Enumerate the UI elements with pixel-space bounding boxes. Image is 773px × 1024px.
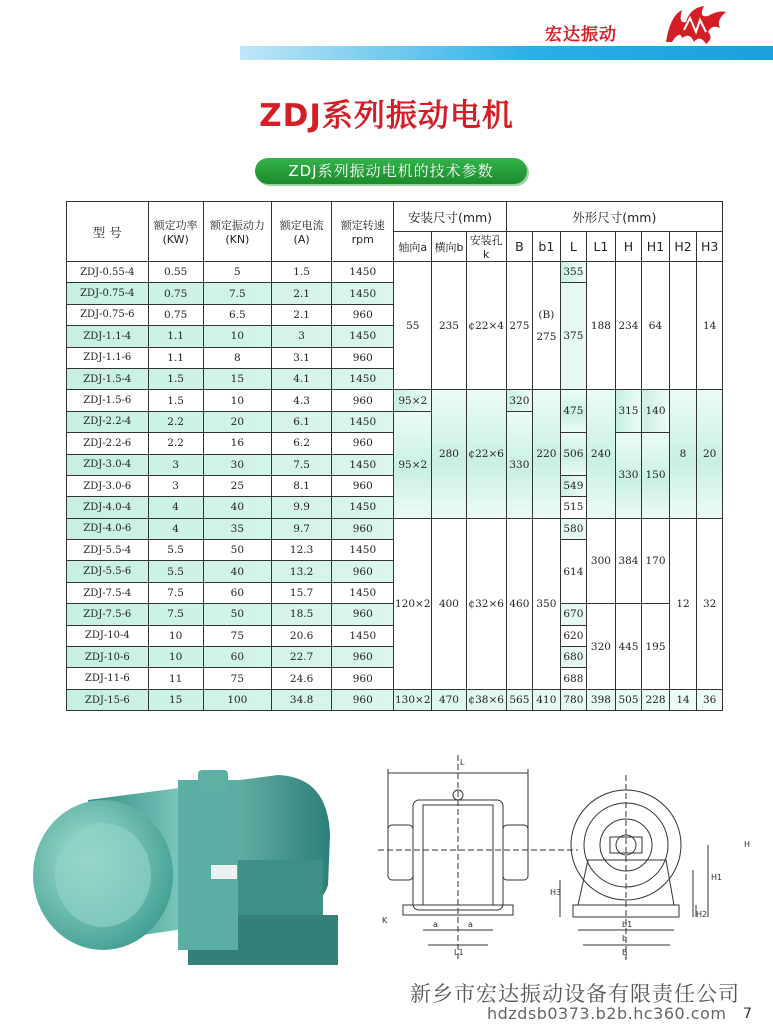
B-cell: 320 <box>506 390 533 411</box>
dim-label-H1: H1 <box>711 873 723 882</box>
header-band <box>240 46 773 60</box>
page-title: ZDJ系列振动电机 <box>259 98 514 134</box>
H3-cell: 20 <box>697 390 723 518</box>
model-cell: ZDJ-0.75-6 <box>67 304 149 325</box>
current-cell: 2.1 <box>272 304 332 325</box>
header-model: 型 号 <box>67 202 149 262</box>
model-cell: ZDJ-1.1-4 <box>67 326 149 347</box>
B-cell: 275 <box>506 262 533 390</box>
model-cell: ZDJ-2.2-4 <box>67 411 149 432</box>
speed-cell: 960 <box>332 475 394 496</box>
speed-cell: 960 <box>332 668 394 689</box>
force-cell: 30 <box>203 454 271 475</box>
power-cell: 0.75 <box>148 304 203 325</box>
current-cell: 4.3 <box>272 390 332 411</box>
b1-cell: 220 <box>533 390 561 518</box>
force-cell: 75 <box>203 668 271 689</box>
b1-note: (B) <box>538 308 555 321</box>
power-cell: 7.5 <box>148 604 203 625</box>
speed-cell: 1450 <box>332 411 394 432</box>
force-cell: 10 <box>203 390 271 411</box>
current-cell: 18.5 <box>272 604 332 625</box>
power-cell: 2.2 <box>148 433 203 454</box>
power-cell: 3 <box>148 475 203 496</box>
model-cell: ZDJ-3.0-4 <box>67 454 149 475</box>
power-cell: 4 <box>148 497 203 518</box>
H1-cell: 170 <box>642 518 670 604</box>
hole-cell: ¢32×6 <box>466 518 506 689</box>
header-H2: H2 <box>669 232 697 262</box>
header-H3: H3 <box>697 232 723 262</box>
model-cell: ZDJ-7.5-4 <box>67 582 149 603</box>
dim-label-B: B <box>622 948 628 957</box>
force-cell: 40 <box>203 497 271 518</box>
H1-cell: 140 <box>642 390 670 433</box>
dim-label-L: L <box>460 758 465 767</box>
company-logo <box>660 2 730 48</box>
current-cell: 24.6 <box>272 668 332 689</box>
current-cell: 9.9 <box>272 497 332 518</box>
spec-table <box>66 201 723 711</box>
H-cell: 505 <box>615 689 642 710</box>
header-axial: 轴向a <box>394 232 432 262</box>
L1-cell: 188 <box>587 262 616 390</box>
force-cell: 15 <box>203 368 271 389</box>
speed-cell: 1450 <box>332 582 394 603</box>
lateral-cell: 280 <box>432 390 467 518</box>
current-cell: 22.7 <box>272 647 332 668</box>
model-cell: ZDJ-4.0-6 <box>67 518 149 539</box>
H3-cell: 32 <box>697 518 723 689</box>
force-cell: 50 <box>203 604 271 625</box>
H3-cell: 36 <box>697 689 723 710</box>
header-current: 额定电流(A) <box>272 202 332 262</box>
model-cell: ZDJ-15-6 <box>67 689 149 710</box>
model-cell: ZDJ-1.1-6 <box>67 347 149 368</box>
L-cell: 506 <box>560 433 587 476</box>
b1-cell: 410 <box>533 689 561 710</box>
current-cell: 13.2 <box>272 561 332 582</box>
L-cell: 580 <box>560 518 587 539</box>
H2-cell <box>669 262 697 390</box>
L-cell: 355 <box>560 262 587 283</box>
force-cell: 10 <box>203 326 271 347</box>
hole-cell: ¢22×4 <box>466 262 506 390</box>
dimension-drawing <box>378 755 758 970</box>
dim-label-K: K <box>382 916 388 925</box>
lateral-cell: 400 <box>432 518 467 689</box>
company-url: hdzdsb0373.b2b.hc360.com <box>487 1004 727 1023</box>
current-cell: 2.1 <box>272 283 332 304</box>
model-cell: ZDJ-5.5-4 <box>67 540 149 561</box>
power-cell: 1.1 <box>148 347 203 368</box>
model-cell: ZDJ-1.5-4 <box>67 368 149 389</box>
force-cell: 20 <box>203 411 271 432</box>
header-power: 额定功率(KW) <box>148 202 203 262</box>
speed-cell: 960 <box>332 304 394 325</box>
current-cell: 4.1 <box>272 368 332 389</box>
L-cell: 614 <box>560 540 587 604</box>
H1-cell: 64 <box>642 262 670 390</box>
speed-cell: 960 <box>332 347 394 368</box>
dim-label-H: H <box>744 840 751 849</box>
model-cell: ZDJ-1.5-6 <box>67 390 149 411</box>
dim-label-H2: H2 <box>696 910 708 919</box>
L-cell: 688 <box>560 668 587 689</box>
dim-label-a2: a <box>468 920 473 929</box>
H-cell: 384 <box>615 518 642 604</box>
force-cell: 60 <box>203 582 271 603</box>
speed-cell: 960 <box>332 647 394 668</box>
speed-cell: 960 <box>332 604 394 625</box>
current-cell: 7.5 <box>272 454 332 475</box>
B-cell: 460 <box>506 518 533 689</box>
hole-cell: ¢22×6 <box>466 390 506 518</box>
header-outline: 外形尺寸(mm) <box>506 202 722 232</box>
header-B: B <box>506 232 533 262</box>
force-cell: 7.5 <box>203 283 271 304</box>
force-cell: 6.5 <box>203 304 271 325</box>
power-cell: 5.5 <box>148 561 203 582</box>
header-L1: L1 <box>587 232 616 262</box>
power-cell: 1.5 <box>148 390 203 411</box>
speed-cell: 960 <box>332 561 394 582</box>
model-cell: ZDJ-2.2-6 <box>67 433 149 454</box>
force-cell: 100 <box>203 689 271 710</box>
force-cell: 75 <box>203 625 271 646</box>
force-cell: 60 <box>203 647 271 668</box>
force-cell: 8 <box>203 347 271 368</box>
current-cell: 6.1 <box>272 411 332 432</box>
dim-label-a: a <box>433 920 438 929</box>
speed-cell: 1450 <box>332 454 394 475</box>
power-cell: 10 <box>148 625 203 646</box>
model-cell: ZDJ-3.0-6 <box>67 475 149 496</box>
current-cell: 3 <box>272 326 332 347</box>
B-cell: 565 <box>506 689 533 710</box>
header-H1: H1 <box>642 232 670 262</box>
L1-cell: 320 <box>587 604 616 690</box>
power-cell: 1.5 <box>148 368 203 389</box>
axial-cell: 95×2 <box>394 411 432 518</box>
force-cell: 16 <box>203 433 271 454</box>
H1-cell: 228 <box>642 689 670 710</box>
b1-value: 275 <box>536 330 557 343</box>
current-cell: 9.7 <box>272 518 332 539</box>
power-cell: 15 <box>148 689 203 710</box>
hole-cell: ¢38×6 <box>466 689 506 710</box>
L1-cell: 398 <box>587 689 616 710</box>
power-cell: 11 <box>148 668 203 689</box>
L-cell: 670 <box>560 604 587 625</box>
H3-cell: 14 <box>697 262 723 390</box>
model-cell: ZDJ-0.75-4 <box>67 283 149 304</box>
speed-cell: 1450 <box>332 326 394 347</box>
model-cell: ZDJ-10-4 <box>67 625 149 646</box>
lateral-cell: 470 <box>432 689 467 710</box>
dim-label-H3: H3 <box>550 888 562 897</box>
force-cell: 5 <box>203 262 271 283</box>
speed-cell: 960 <box>332 689 394 710</box>
L-cell: 680 <box>560 647 587 668</box>
header-speed: 额定转速rpm <box>332 202 394 262</box>
H-cell: 234 <box>615 262 642 390</box>
H2-cell: 8 <box>669 390 697 518</box>
company-name: 新乡市宏达振动设备有限责任公司 <box>410 982 740 1006</box>
speed-cell: 1450 <box>332 283 394 304</box>
L-cell: 375 <box>560 283 587 390</box>
H2-cell: 14 <box>669 689 697 710</box>
dim-label-b: b <box>622 934 628 943</box>
axial-cell: 130×2 <box>394 689 432 710</box>
header-install: 安装尺寸(mm) <box>394 202 506 232</box>
lateral-cell: 235 <box>432 262 467 390</box>
b1-cell: 350 <box>533 518 561 689</box>
H2-cell: 12 <box>669 518 697 689</box>
model-cell: ZDJ-7.5-6 <box>67 604 149 625</box>
B-cell: 330 <box>506 411 533 518</box>
force-cell: 35 <box>203 518 271 539</box>
axial-cell: 120×2 <box>394 518 432 689</box>
current-cell: 34.8 <box>272 689 332 710</box>
header-b1: b1 <box>533 232 561 262</box>
b1-cell <box>533 262 561 390</box>
H1-cell: 150 <box>642 433 670 519</box>
power-cell: 7.5 <box>148 582 203 603</box>
L-cell: 549 <box>560 475 587 496</box>
H-cell: 330 <box>615 433 642 519</box>
current-cell: 6.2 <box>272 433 332 454</box>
power-cell: 5.5 <box>148 540 203 561</box>
current-cell: 1.5 <box>272 262 332 283</box>
dim-label-L1: L1 <box>454 948 464 957</box>
speed-cell: 1450 <box>332 497 394 518</box>
axial-cell: 55 <box>394 262 432 390</box>
dim-label-b1: b1 <box>622 920 633 929</box>
model-cell: ZDJ-5.5-6 <box>67 561 149 582</box>
model-cell: ZDJ-0.55-4 <box>67 262 149 283</box>
power-cell: 2.2 <box>148 411 203 432</box>
L-cell: 475 <box>560 390 587 433</box>
speed-cell: 1450 <box>332 262 394 283</box>
header-hole: 安装孔k <box>466 232 506 262</box>
power-cell: 3 <box>148 454 203 475</box>
model-cell: ZDJ-10-6 <box>67 647 149 668</box>
L-cell: 515 <box>560 497 587 518</box>
header-H: H <box>615 232 642 262</box>
motor-photo <box>28 765 338 970</box>
L-cell: 780 <box>560 689 587 710</box>
speed-cell: 960 <box>332 390 394 411</box>
power-cell: 0.75 <box>148 283 203 304</box>
force-cell: 50 <box>203 540 271 561</box>
force-cell: 40 <box>203 561 271 582</box>
power-cell: 0.55 <box>148 262 203 283</box>
current-cell: 3.1 <box>272 347 332 368</box>
power-cell: 10 <box>148 647 203 668</box>
page-number: 7 <box>743 1006 752 1022</box>
header-force: 额定振动力(KN) <box>203 202 271 262</box>
current-cell: 12.3 <box>272 540 332 561</box>
L-cell: 620 <box>560 625 587 646</box>
current-cell: 15.7 <box>272 582 332 603</box>
speed-cell: 960 <box>332 433 394 454</box>
table-title-badge: ZDJ系列振动电机的技术参数 <box>255 158 527 184</box>
power-cell: 4 <box>148 518 203 539</box>
current-cell: 8.1 <box>272 475 332 496</box>
H-cell: 315 <box>615 390 642 433</box>
model-cell: ZDJ-11-6 <box>67 668 149 689</box>
speed-cell: 960 <box>332 518 394 539</box>
brand-name: 宏达振动 <box>545 25 617 45</box>
speed-cell: 1450 <box>332 625 394 646</box>
header-lateral: 横向b <box>432 232 467 262</box>
L1-cell: 300 <box>587 518 616 604</box>
H1-cell: 195 <box>642 604 670 690</box>
power-cell: 1.1 <box>148 326 203 347</box>
header-L: L <box>560 232 587 262</box>
L1-cell: 240 <box>587 390 616 518</box>
speed-cell: 1450 <box>332 368 394 389</box>
force-cell: 25 <box>203 475 271 496</box>
model-cell: ZDJ-4.0-4 <box>67 497 149 518</box>
H-cell: 445 <box>615 604 642 690</box>
axial-cell: 95×2 <box>394 390 432 411</box>
speed-cell: 1450 <box>332 540 394 561</box>
current-cell: 20.6 <box>272 625 332 646</box>
